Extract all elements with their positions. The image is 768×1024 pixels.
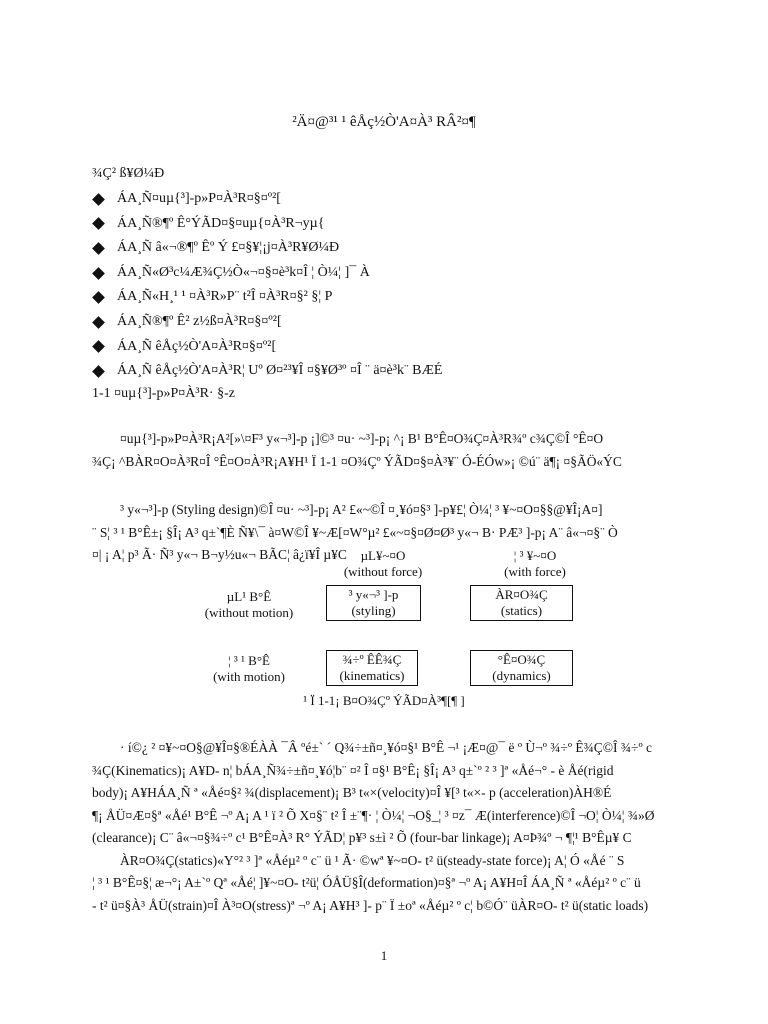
paragraph-line: ¶¡ ÅÜ¤Æ¤§ª «Åé¹ B°Ê ¬º A¡ A ¹ ï ² Õ X¤§¨ t² Î ±¨¶· ¦ Ò¼¦ ¬O§_¦ ³ ¤z¯ Æ(interference)©Î ¬O¦ Ò¼¦ ¾»Ø bbox=[92, 807, 655, 823]
diamond-bullet-icon bbox=[92, 340, 105, 353]
paragraph-line: ¨ S¦ ³ ¹ B°Ê±¡ §Î¡ A³ q±`¶È Ñ¥\¯ à¤W©Î ¥~Æ[¤W°µ² £«~¤§¤Ø¤Ø³ y«¬ B· PÆ³ ]-p¡ A¨ â«¬¤§¨ Ò bbox=[92, 524, 618, 540]
paragraph-line: ¦ ³ ¹ B°Ê¤§¦ æ¬°¡ A±`º Qª «Åé¦ ]¥~¤O- t²ü¦ ÓÅÜ§Î(deformation)¤§ª ¬º A¡ A¥H¤Î ÁA¸Ñ ª «Åéµ² º c¨ ü bbox=[92, 875, 641, 890]
paragraph-line: - t² ü¤§À³ ÅÜ(strain)¤Î À³¤O(stress)ª ¬º A¡ A¥H³ ]- p¨ Ï ±oª «Åéµ² º c¦ b©Ó¨ üÀR¤O- t² ü(static loads) bbox=[92, 897, 649, 913]
objective-item: ÁA¸Ñ êÅç½Ò'A¤À³R¤§¤º²[ bbox=[92, 335, 442, 360]
objective-item: ÁA¸Ñ¤uµ{³]-p»P¤À³R¤§¤º²[ bbox=[92, 187, 442, 212]
objective-item: ÁA¸Ñ«Ø³c¼Æ¾Ç½Ò«¬¤§¤è³k¤Î ¦ Ò¼¦ ]¯ À bbox=[92, 261, 442, 286]
paragraph-line: ¤uµ{³]-p»P¤À³R¡A²[»\¤F³ y«¬³]-p ¡]©³ ¤u· ~³]-p¡ ^¡ B¹ B°Ê¤O¾Ç¤À³R¾º c¾Ç©Î °Ê¤O bbox=[120, 431, 604, 446]
diamond-bullet-icon bbox=[92, 291, 105, 304]
figure-caption: ¹ Ï 1-1¡ B¤O¾Çº ÝÃD¤À³¶[¶ ] bbox=[303, 693, 465, 708]
paragraph-line: (clearance)¡ C¨ â«¬¤§¾÷º c¹ B°Ê¤À³ R° ÝÃD¦ p¥³ s±ì ² Õ (four-bar linkage)¡ A¤Þ¾º ¬ ¶¦¹ B°Êµ¥ C bbox=[92, 830, 632, 845]
diamond-bullet-icon bbox=[92, 193, 105, 206]
row-header-with-motion: ¦ ³ ¹ B°Ê (with motion) bbox=[213, 653, 285, 684]
diamond-bullet-icon bbox=[92, 242, 105, 255]
page-number: 1 bbox=[380, 948, 388, 963]
paragraph-line: ÀR¤O¾Ç(statics)«Y°² ³ ]ª «Åéµ² º c¨ ü ¹ Ã· ©wª ¥~¤O- t² ü(steady-state force)¡ A¦ Ó «Åé ¨ S bbox=[120, 852, 625, 868]
diamond-bullet-icon bbox=[92, 316, 105, 329]
paragraph-line: ³ y«¬³]-p (Styling design)©Î ¤u· ~³]-p¡ A² £«~©Î ¤¸¥ó¤§³ ]-p¥£¦ Ò¼¦ ³ ¥~¤O¤§§@¥Î¡A¤] bbox=[120, 502, 603, 517]
diamond-bullet-icon bbox=[92, 365, 105, 378]
objective-item: ÁA¸Ñ êÅç½Ò'A¤À³R¦ Uº Ø¤²³¥Î ¤§¥Ø³º ¤Î ¨ ä¤è³k¨ BÆÉ bbox=[92, 359, 442, 384]
paragraph-intro bbox=[92, 428, 686, 473]
dynamics-box: °Ê¤O¾Ç (dynamics) bbox=[470, 650, 573, 686]
paragraph-line: ¾Ç¡ ^BÀR¤O¤À³R¤Î °Ê¤O¤À³R¡A¥H¹ Ï 1-1 ¤O¾Çº ÝÃD¤§¤À³¥¨ Ó-ÉÓw»¡ ©ú¨ ä¶¡ ¤§ÃÖ«ÝC bbox=[92, 453, 622, 469]
paragraph-line: · í©¿ ² ¤¥~¤O§@¥Î¤§®ÉÀÀ ¯Â ºé±` ´ Q¾÷±ñ¤¸¥ó¤§¹ B°Ê ¬¹ ¡Æ¤@¯ ë º Ù¬º ¾÷º Ê¾Ç©Î ¾÷º c bbox=[120, 740, 652, 755]
column-header-without-force: µL¥~¤O (without force) bbox=[343, 548, 423, 579]
learning-objectives-heading: ¾Ç² ß¥Ø¼Ð bbox=[92, 166, 165, 181]
objective-item: ÁA¸Ñ«H¸¹ ¹ ¤À³R»P¨ t²Î ¤À³R¤§² §¦ P bbox=[92, 285, 442, 310]
statics-box: ÀR¤O¾Ç (statics) bbox=[470, 585, 573, 621]
column-header-with-force: ¦ ³ ¥~¤O (with force) bbox=[504, 548, 566, 579]
kinematics-box: ¾÷º ÊÊ¾Ç (kinematics) bbox=[326, 650, 418, 686]
row-header-without-motion: µL¹ B°Ê (without motion) bbox=[204, 589, 294, 620]
diamond-bullet-icon bbox=[92, 218, 105, 231]
chapter-title: ²Ä¤@³¹ ¹ êÅç½Ò'A¤À³ RÂ²¤¶ bbox=[292, 114, 476, 130]
section-1-1-heading: 1-1 ¤uµ{³]-p»P¤À³R· §-z bbox=[92, 386, 235, 401]
paragraph-line: body)¡ A¥HÁA¸Ñ ª «Åé¤§² ¾(displacement)¡ B³ t«×(velocity)¤Î ¥[³ t«×- p (acceleration)ÀH®É bbox=[92, 785, 612, 800]
objective-item: ÁA¸Ñ®¶º Ê°ÝÃD¤§¤uµ{¤À³R¬yµ{ bbox=[92, 212, 442, 237]
objective-item: ÁA¸Ñ â«¬®¶º Êº Ý £¤§¥¦¡j¤À³R¥Ø¼Ð bbox=[92, 236, 442, 261]
paragraph-kinematics bbox=[92, 737, 686, 917]
paragraph-line: ¾Ç(Kinematics)¡ A¥D- n¦ bÁA¸Ñ¾÷±ñ¤¸¥ó¦b¨ ¤² Î ¤§¹ B°Ê¡ §Î¡ A³ q±`º ² ³ ]ª «Åé¬° - è Åé(rigid bbox=[92, 762, 614, 778]
objective-item: ÁA¸Ñ®¶º Ê² z½ß¤À³R¤§¤º²[ bbox=[92, 310, 442, 335]
styling-box: ³ y«¬³ ]-p (styling) bbox=[326, 585, 421, 621]
objectives-list bbox=[92, 187, 442, 384]
diamond-bullet-icon bbox=[92, 267, 105, 280]
paragraph-line: ¤| ¡ A¦ p³ Ã· Ñ³ y«¬ B¬y½u«¬ BÃC¦ â¿ï¥Î µ¥C bbox=[92, 547, 347, 562]
